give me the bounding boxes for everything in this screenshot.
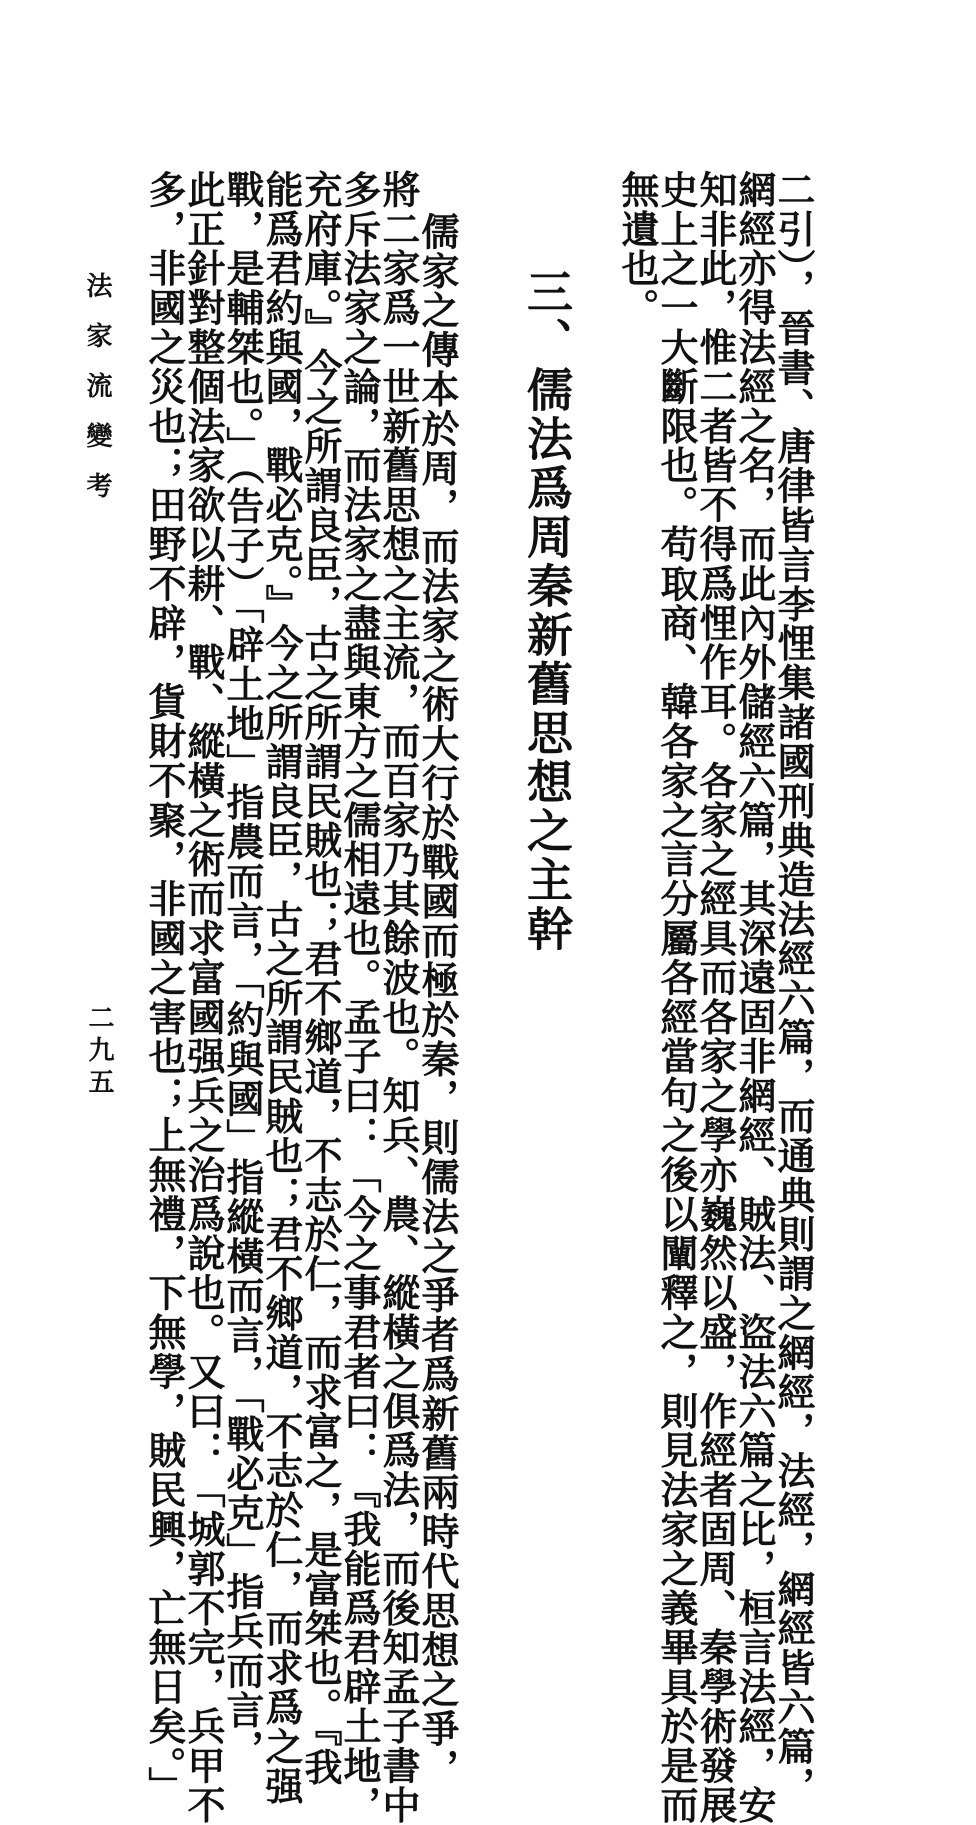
text-column-9: 充府庫。』今之所謂良臣，古之所謂民賊也；君不鄉道，不志於仁，而求富之，是富桀也。『我 (298, 170, 343, 1787)
section-heading: 三、儒法爲周秦新舊思想之主幹 (520, 268, 574, 954)
text-column-10: 能爲君約與國，戰必克。』今之所謂良臣，古之所謂民賊也；君不鄉道，不志於仁，而求爲之强 (259, 170, 304, 1806)
text-column-11: 戰，是輔桀也。」（告子）「辟土地」指農而言，「約與國」指縱橫而言，「戰必克」指兵而言， (220, 170, 265, 1770)
page-number: 二九五 (84, 1004, 114, 1100)
text-column-4: 史上之一大斷限也。苟取商、韓各家之言分屬各經當句之後以闡釋之，則見法家之義畢具於是而 (654, 170, 699, 1825)
text-column-7: 將二家爲一世新舊思想之主流，而百家乃其餘波也。知兵、農、縱橫之俱爲法，而後知孟子書中 (376, 170, 421, 1825)
text-column-2: 網經亦得法經之名，而此內外儲經六篇，其深遠固非網經、賊法、盜法六篇之比，桓言法經，安 (732, 170, 777, 1825)
text-column-3: 知非此，惟二者皆不得爲悝作耳。各家之經具而各家之學亦巍然以盛，作經者固周、秦學術發展 (693, 170, 738, 1825)
text-column-13: 多，非國之災也；田野不辟，貨財不聚，非國之害也；上無禮，下無學，賊民興，亡無日矣。」 (142, 170, 187, 1806)
text-column-6: 儒家之傳本於周，而法家之術大行於戰國而極於秦，則儒法之爭者爲新舊兩時代思想之爭， (415, 212, 460, 1788)
text-column-12: 此正針對整個法家欲以耕、戰、縱橫之術而求富國强兵之治爲說也。又曰：「城郭不完，兵甲不 (181, 170, 226, 1825)
text-column-8: 多斥法家之論，而法家之盡與東方之儒相遠也。孟子曰：「今之事君者曰：『我能爲君辟土地， (337, 170, 382, 1825)
running-head: 法家流變考 (82, 272, 112, 522)
text-column-1: 二引），晉書、唐律皆言李悝集諸國刑典造法經六篇，而通典則謂之網經，法經，網經皆六篇， (771, 170, 816, 1806)
text-column-5: 無遺也。 (615, 170, 660, 328)
